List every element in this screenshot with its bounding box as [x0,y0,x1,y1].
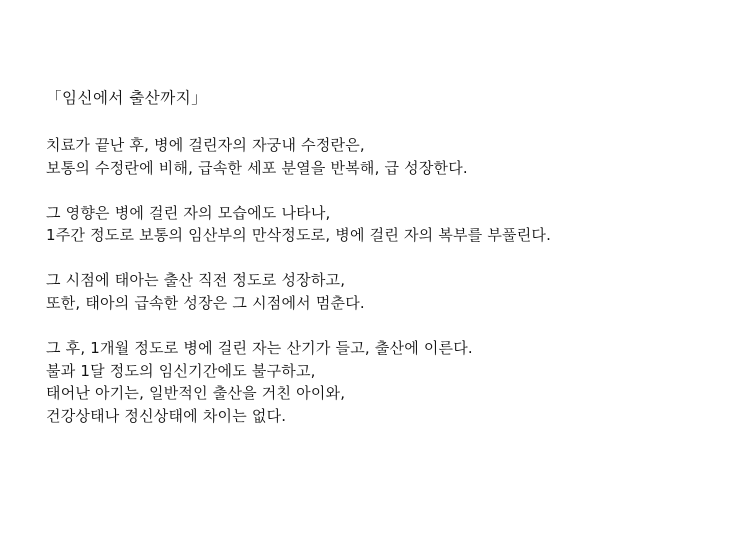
paragraph-1 [46,134,696,180]
paragraph-2 [46,202,696,248]
paragraph-line: 또한, 태아의 급속한 성장은 그 시점에서 멈춘다. [46,293,365,312]
paragraph-line: 태어난 아기는, 일반적인 출산을 거친 아이와, [46,384,346,403]
paragraph-line: 그 영향은 병에 걸린 자의 모습에도 나타나, [46,203,331,222]
document-title: 「임신에서 출산까지」 [46,89,208,107]
paragraph-line: 치료가 끝난 후, 병에 걸린자의 자궁내 수정란은, [46,136,365,154]
paragraph-line: 불과 1달 정도의 임신기간에도 불구하고, [46,361,316,380]
paragraph-4 [46,337,696,428]
paragraph-line: 건강상태나 정신상태에 차이는 없다. [46,407,287,426]
paragraph-line: 그 후, 1개월 정도로 병에 걸린 자는 산기가 들고, 출산에 이른다. [46,338,473,357]
paragraph-line: 보통의 수정란에 비해, 급속한 세포 분열을 반복해, 급 성장한다. [46,158,468,177]
paragraph-line: 그 시점에 태아는 출산 직전 정도로 성장하고, [46,271,346,290]
paragraph-line: 1주간 정도로 보통의 임산부의 만삭정도로, 병에 걸린 자의 복부를 부풀린다. [46,226,552,245]
paragraph-3 [46,269,696,315]
